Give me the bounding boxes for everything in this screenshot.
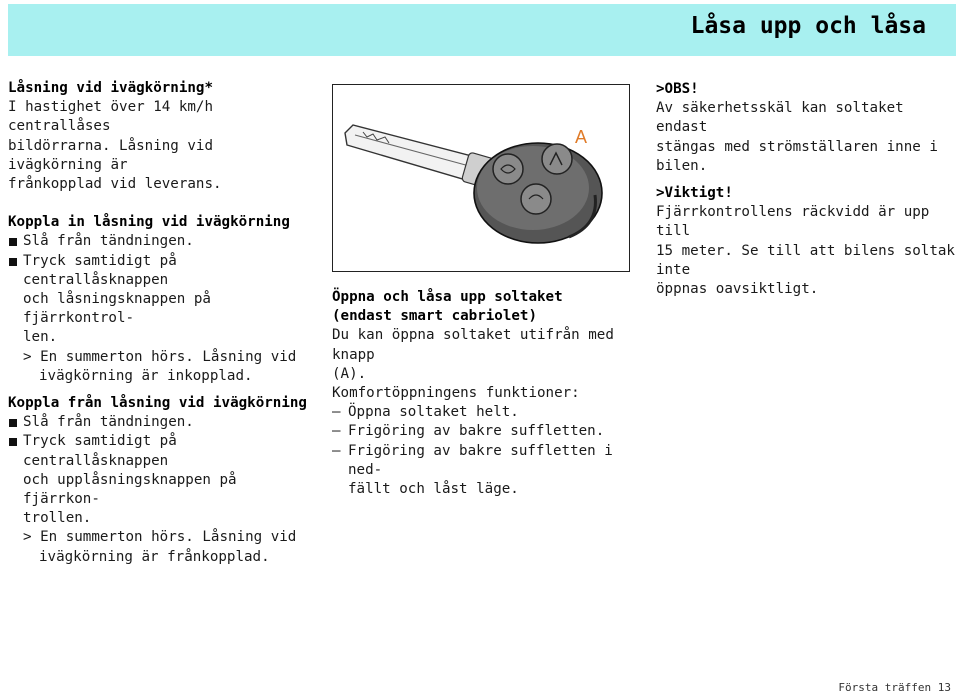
dash-line: – Frigöring av bakre suffletten i ned- [348,442,613,478]
page-header [8,4,956,56]
viktigt-label: >Viktigt! [656,185,733,202]
bullet-line: Tryck samtidigt på centrallåsknappen [23,433,177,469]
bullet-line: len. [23,329,58,346]
result-line: > En summerton hörs. Låsning vid [23,348,297,365]
viktigt-text-line: öppnas oavsiktligt. [656,281,819,298]
dash-item: – Öppna soltaket helt. [332,403,632,422]
heading-soltak: Öppna och låsa upp soltaket [332,289,563,305]
dash-item [332,442,632,500]
bullet-item: Slå från tändningen. [8,413,308,432]
lock-button-icon [521,184,551,214]
paragraph-line: Komfortöppningens funktioner: [332,385,580,402]
page-title: Låsa upp och låsa [690,13,926,39]
obs-label: >OBS! [656,81,699,97]
result-line: ivägkörning är inkopplad. [39,367,253,384]
dash-item: – Frigöring av bakre suffletten. [332,422,632,441]
heading-soltak-note: (endast smart cabriolet) [332,308,537,325]
paragraph-line: Du kan öppna soltaket utifrån med knapp [332,327,614,363]
paragraph-line: (A). [332,365,367,382]
paragraph-intro-line: I hastighet över 14 km/h centrallåses [8,99,213,135]
unlock-button-icon [493,154,523,184]
heading-koppla-fran: Koppla från låsning vid ivägkörning [8,395,307,412]
key-remote-figure [332,84,630,272]
column-left [8,79,308,567]
obs-text-line: Av säkerhetsskäl kan soltaket endast [656,100,904,136]
viktigt-text-line: Fjärrkontrollens räckvidd är upp till [656,204,930,240]
sunroof-button-icon [542,144,572,174]
paragraph-intro-line: bildörrarna. Låsning vid ivägkörning är [8,137,213,173]
paragraph-intro-line: frånkopplad vid leverans. [8,176,222,193]
heading-koppla-in: Koppla in låsning vid ivägkörning [8,214,290,231]
key-remote-illustration [333,85,629,271]
bullet-line: trollen. [23,510,92,527]
bullet-line: och upplåsningsknappen på fjärrkon- [23,471,237,508]
bullet-item [8,252,308,348]
result-line: ivägkörning är frånkopplad. [39,548,270,565]
dash-line: fällt och låst läge. [348,481,519,498]
obs-text-line: stängas med strömställaren inne i bilen. [656,138,938,174]
bullet-item [8,432,308,528]
viktigt-text-line: 15 meter. Se till att bilens soltak inte [656,242,955,278]
column-right [656,80,956,299]
bullet-line: och låsningsknappen på fjärrkontrol- [23,291,211,327]
result-line: > En summerton hörs. Låsning vid [23,529,297,546]
figure-label-a: A [575,127,588,147]
bullet-line: Tryck samtidigt på centrallåsknappen [23,252,177,288]
page-footer: Första träffen 13 [838,681,951,694]
bullet-item: Slå från tändningen. [8,232,308,251]
heading-lasning-vid-ivagkorning: Låsning vid ivägkörning* [8,80,213,96]
column-middle [332,288,632,499]
